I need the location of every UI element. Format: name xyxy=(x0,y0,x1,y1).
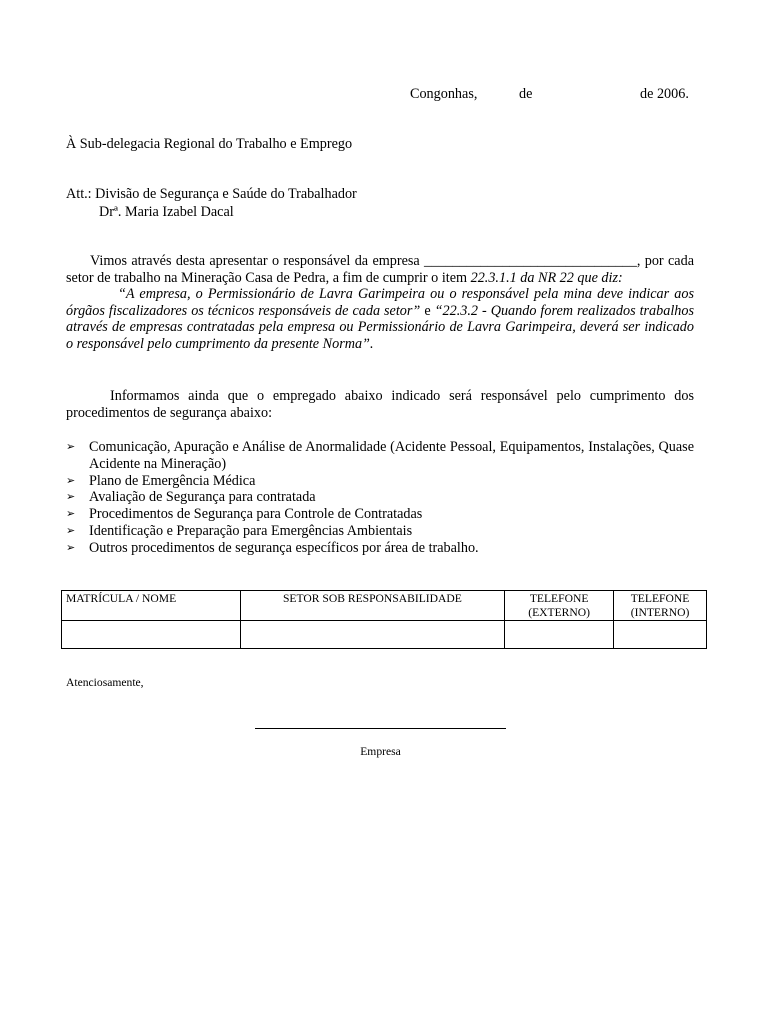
closing: Atenciosamente, xyxy=(66,676,144,689)
date-year: de 2006. xyxy=(640,86,689,102)
list-item xyxy=(66,473,694,490)
quote-first: “A empresa, o Permissionário de Lavra Garimpeira ou o responsável pela mina deve indicar aos órgãos fiscalizadores os técnicos responsáveis de cada setor” xyxy=(66,286,694,319)
item-reference: 22.3.1.1 da NR 22 que diz: xyxy=(470,269,623,286)
arrow-bullet-icon: ➢ xyxy=(66,540,76,554)
signature-line xyxy=(255,728,506,729)
quote-conjunction: e xyxy=(420,302,435,319)
list-item-text: Comunicação, Apuração e Análise de Anormalidade (Acidente Pessoal, Equipamentos, Instalações, Quase Acidente na Mineração) xyxy=(89,439,694,472)
procedures-list xyxy=(66,439,694,557)
arrow-bullet-icon: ➢ xyxy=(66,523,76,537)
intro-text: Vimos através desta apresentar o responsável da empresa ______________________________, por cada setor de trabalho na Mineração Casa de Pedra, a fim de cumprir o item xyxy=(66,253,694,286)
attention-line: Att.: Divisão de Segurança e Saúde do Trabalhador xyxy=(66,186,357,202)
info-paragraph xyxy=(66,388,694,421)
cell-phone-internal[interactable] xyxy=(614,621,707,649)
quote-second: “22.3.2 - Quando forem realizados trabalhos através de empresas contratadas pela empresa ou Permissionário de Lavra Garimpeira, deverá ser indicado o responsável pelo cumprimento da presente Norma”. xyxy=(66,302,694,352)
attention-person: Drª. Maria Izabel Dacal xyxy=(99,204,234,220)
header-phone-external: TELEFONE (EXTERNO) xyxy=(505,591,614,621)
info-text: Informamos ainda que o empregado abaixo indicado será responsável pelo cumprimento dos procedimentos de segurança abaixo: xyxy=(66,388,694,421)
table-header-row xyxy=(62,591,707,621)
list-item xyxy=(66,523,694,540)
date-city: Congonhas, xyxy=(410,86,478,102)
table-row xyxy=(62,621,707,649)
list-item xyxy=(66,439,694,473)
signature-label: Empresa xyxy=(360,745,401,758)
arrow-bullet-icon: ➢ xyxy=(66,490,76,504)
header-phone-internal: TELEFONE (INTERNO) xyxy=(614,591,707,621)
list-item-text: Plano de Emergência Médica xyxy=(89,472,256,489)
list-item-text: Outros procedimentos de segurança específicos por área de trabalho. xyxy=(89,539,479,556)
arrow-bullet-icon: ➢ xyxy=(66,507,76,521)
cell-phone-external[interactable] xyxy=(505,621,614,649)
cell-registration-name[interactable] xyxy=(62,621,241,649)
list-item-text: Identificação e Preparação para Emergências Ambientais xyxy=(89,522,413,539)
arrow-bullet-icon: ➢ xyxy=(66,440,76,453)
arrow-bullet-icon: ➢ xyxy=(66,473,76,487)
list-item xyxy=(66,506,694,523)
cell-sector[interactable] xyxy=(240,621,505,649)
header-registration-name: MATRÍCULA / NOME xyxy=(62,591,241,621)
date-day-separator: de xyxy=(519,86,533,102)
list-item xyxy=(66,489,694,506)
list-item-text: Procedimentos de Segurança para Controle de Contratadas xyxy=(89,506,423,523)
responsible-table xyxy=(61,590,707,649)
list-item-text: Avaliação de Segurança para contratada xyxy=(89,489,316,506)
intro-paragraph xyxy=(66,253,694,353)
recipient: À Sub-delegacia Regional do Trabalho e Emprego xyxy=(66,136,353,152)
header-sector: SETOR SOB RESPONSABILIDADE xyxy=(240,591,505,621)
list-item xyxy=(66,540,694,557)
